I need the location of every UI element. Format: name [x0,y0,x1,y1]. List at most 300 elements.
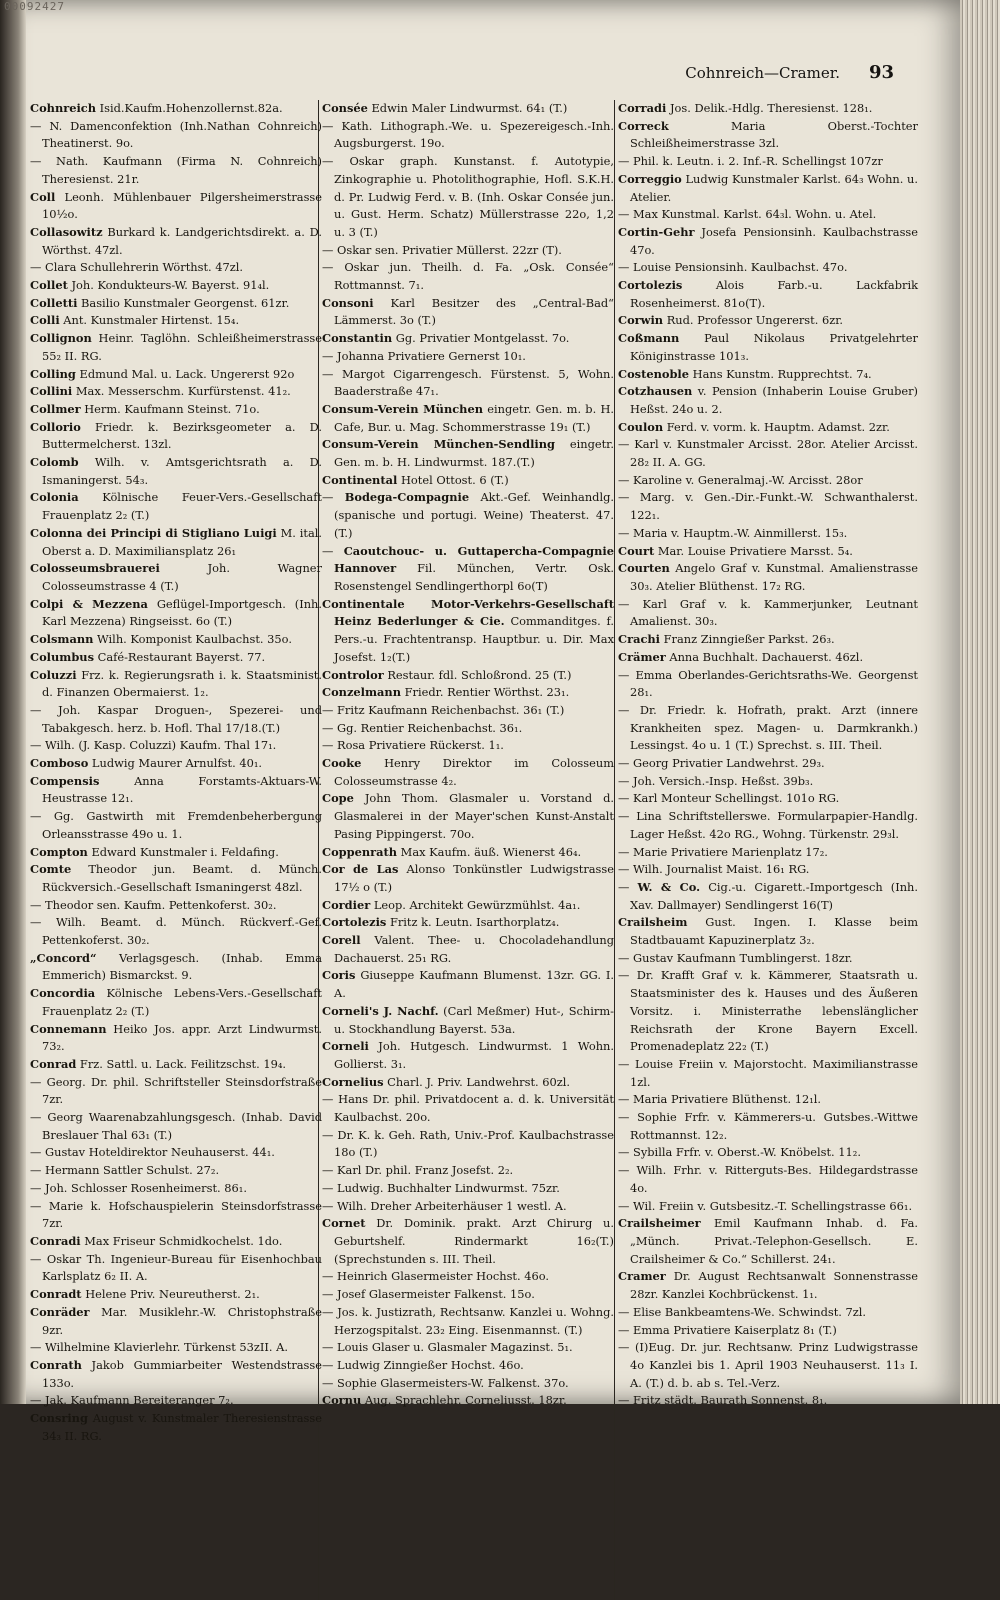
directory-entry [30,1304,322,1339]
entry-name: Consée [322,101,368,115]
directory-entry [618,383,918,418]
entry-text: Jakob Gummiarbeiter Westendstrasse 133o. [42,1357,322,1390]
entry-name: Collasowitz [30,224,103,239]
entry-name: Continental [322,472,398,487]
entry-text: Edward Kunstmaler i. Feldafing. [91,844,279,859]
directory-entry: — Maria v. Hauptm.-W. Ainmillerst. 15₃. [618,525,848,540]
directory-entry [30,844,322,862]
directory-entry [30,631,322,649]
entry-name: Colli [30,313,60,328]
directory-entry [30,525,322,560]
entry-text: Dr. K. k. Geh. Rath, Univ.-Prof. Kaulbachstrasse 18o (T.) [334,1127,615,1160]
directory-entry [30,861,322,896]
entry-name: Collet [30,278,68,293]
entry-name: Court [618,543,655,558]
directory-entry: — Karl Graf v. k. Kammerjunker, Leutnant Amalienst. 30₃. [618,596,918,629]
directory-entry: — Jak. Kaufmann Bereiteranger 7₂. [30,1393,234,1408]
directory-entry [618,914,918,949]
entry-text: Ludwig Zinngießer Hochst. 46o. [337,1357,524,1372]
directory-entry [618,330,918,365]
directory-entry: — Wilh. Beamt. d. Münch. Rückverf.-Gef. Pettenkoferst. 30₂. [30,915,322,948]
entry-text: Joh. Hutgesch. Lindwurmst. 1 Wohn. Gollierst. 3₁. [334,1039,615,1071]
directory-entry [322,295,614,330]
directory-entry [322,1038,614,1073]
entry-text: Verlagsgesch. (Inhab. Emma Emmerich) Bismarckst. 9. [42,950,322,983]
entry-text: Hotel Ottost. 6 (T.) [400,472,509,487]
directory-entry [618,543,918,561]
entry-text: Fil. München, Vertr. Osk. Rosenstengel Sendlingerthorpl 6o(T) [334,561,614,593]
directory-entry [30,277,322,295]
directory-entry: — Lina Schriftstellerswe. Formularpapier-Handlg. Lager Heßst. 42o RG., Wohng. Türkenstr. 29₃l. [618,809,918,841]
entry-text: Max Kunstmal. Karlst. 64₃l. Wohn. u. Atel. [633,207,877,222]
entry-text: Paul Nikolaus Privatgelehrter Königinstrasse 101₃. [630,331,918,363]
entry-name: Corradi [618,101,667,115]
directory-entry [618,171,918,206]
directory-entry: — Gustav Kaufmann Tumblingerst. 18zr. [618,950,853,965]
entry-name: Caoutchouc- u. Guttapercha-Compagnie Hannover [334,543,615,576]
directory-entry: — Wilh. Frhr. v. Ritterguts-Bes. Hildegardstrasse 4o. [618,1163,918,1195]
entry-text: Hans Kunstm. Rupprechtst. 7₄. [692,366,872,381]
directory-entry [618,419,918,437]
directory-entry [618,312,918,330]
directory-entry: — Marg. v. Gen.-Dir.-Funkt.-W. Schwanthalerst. 122₁. [618,490,918,523]
entry-text: Cig.-u. Cigarett.-Importgesch (Inh. Xav. Dallmayer) Sendlingerst 16(T) [630,879,919,912]
directory-entry: — Karl v. Kunstmaler Arcisst. 28or. Atelier Arcisst. 28₂ II. A. GG. [618,437,918,470]
entry-text: Frz. k. Regierungsrath i. k. Staatsminist. d. Finanzen Obermaierst. 1₂. [42,667,322,700]
directory-entry [30,312,322,330]
entry-text: Heinr. Taglöhn. Schleißheimerstrasse 55₂ II. RG. [42,331,323,363]
entry-text: Heinrich Glasermeister Hochst. 46o. [337,1269,550,1284]
entry-text: Lina Schriftstellerswe. Formularpapier-Handlg. Lager Heßst. 42o RG., Wohng. Türkenstr. 29₃l. [630,809,918,841]
entry-text: Ludwig. Buchhalter Lindwurmst. 75zr. [337,1180,560,1195]
entry-text: Wil. Freiin v. Gutsbesitz.-T. Schellingstrasse 66₁. [633,1198,913,1213]
directory-entry [322,755,614,790]
directory-entry [322,100,614,118]
column-1 [30,100,323,1443]
directory-entry: — Wilh. Journalist Maist. 16₁ RG. [618,862,810,877]
entry-text: Valent. Thee- u. Chocoladehandlung Dachauerst. 25₁ RG. [334,933,615,965]
directory-entry: — Fritz Kaufmann Reichenbachst. 36₁ (T.) [322,702,565,717]
entry-text: Friedr. Rentier Wörthst. 23₁. [404,685,570,700]
entry-name: Coris [322,968,356,983]
entry-name: Conräder [30,1304,90,1319]
entry-text: (Carl Meßmer) Hut-, Schirm- u. Stockhandlung Bayerst. 53a. [334,1003,614,1036]
directory-entry: — Joh. Versich.-Insp. Heßst. 39b₃. [618,773,814,788]
entry-text: Burkard k. Landgerichtsdirekt. a. D. Wörthst. 47zl. [42,224,323,257]
entry-text: Leonh. Mühlenbauer Pilgersheimerstrasse 10½o. [42,189,323,222]
entry-name: Controlor [322,667,384,682]
directory-entry: — Wilh. Dreher Arbeiterhäuser 1 westl. A. [322,1198,567,1213]
entry-text: Georg Privatier Landwehrst. 29₃. [633,756,825,771]
entry-text: Gg. Gastwirth mit Fremdenbeherbergung Orleansstrasse 49o u. 1. [42,809,322,841]
entry-name: Coulon [618,419,664,434]
entry-name: Colling [30,366,76,381]
directory-entry: — Caoutchouc- u. Guttapercha-Compagnie Hannover Fil. München, Vertr. Osk. Rosenstengel Sendlingerthorpl 6o(T) [322,543,615,593]
entry-name: Columbus [30,649,94,664]
directory-entry: — Louise Pensionsinh. Kaulbachst. 47o. [618,260,848,275]
entry-text: Fritz k. Leutn. Isarthorplatz₄. [389,915,560,930]
directory-entry [30,649,322,667]
directory-entry [30,560,322,595]
directory-entry [618,649,918,667]
entry-text: Maria v. Hauptm.-W. Ainmillerst. 15₃. [633,525,848,540]
entry-name: Colletti [30,295,78,310]
entry-text: Heiko Jos. appr. Arzt Lindwurmst. 73₂. [42,1021,322,1054]
entry-text: Nath. Kaufmann (Firma N. Cohnreich) Theresienst. 21r. [42,154,323,186]
directory-entry: — Wil. Freiin v. Gutsbesitz.-T. Schellingstrasse 66₁. [618,1198,913,1213]
directory-entry: — Georg. Dr. phil. Schriftsteller Steinsdorfstraße 7zr. [30,1074,323,1107]
directory-entry: — Emma Privatiere Kaiserplatz 8₁ (T.) [618,1322,837,1337]
column-3 [618,100,919,1408]
entry-text: eingetr. Gen. m. b. H. Lindwurmst. 187.(T.) [334,437,614,470]
entry-name: W. & Co. [637,879,701,894]
entry-text: John Thom. Glasmaler u. Vorstand d. Glasmalerei in der Mayer'schen Kunst-Anstalt Pasing Pippingerst. 70o. [334,791,615,841]
entry-text: Basilio Kunstmaler Georgenst. 61zr. [81,295,290,310]
entry-text: Geflügel-Importgesch. (Inh. Karl Mezzena) Ringseisst. 6o (T.) [42,596,323,629]
entry-name: Colsmann [30,632,94,647]
entry-text: Restaur. fdl. Schloßrond. 25 (T.) [387,667,572,682]
directory-entry [30,985,322,1020]
directory-entry: — Gg. Rentier Reichenbachst. 36₁. [322,720,523,735]
entry-text: Sophie Glasermeisters-W. Falkenst. 37o. [337,1375,569,1390]
entry-text: Joh. Kaspar Droguen-, Spezerei- und Tabakgesch. herz. b. Hofl. Thal 17/18.(T.) [42,702,322,735]
directory-entry: — Margot Cigarrengesch. Fürstenst. 5, Wohn. Baaderstraße 47₁. [322,366,614,399]
entry-text: Joh. Versich.-Insp. Heßst. 39b₃. [633,773,814,788]
entry-text: Theodor sen. Kaufm. Pettenkoferst. 30₂. [45,897,277,912]
entry-text: Wilh. Beamt. d. Münch. Rückverf.-Gef. Pettenkoferst. 30₂. [42,915,322,948]
directory-entry [30,1286,322,1304]
directory-entry [322,436,614,471]
entry-text: Herm. Kaufmann Steinst. 71o. [84,401,260,416]
entry-name: Crämer [618,649,666,664]
directory-entry: — Wilhelmine Klavierlehr. Türkenst 53zII. A. [30,1340,289,1355]
directory-entry [322,861,614,896]
entry-text: Gg. Rentier Reichenbachst. 36₁. [337,720,523,735]
entry-name: Cohnreich [30,101,97,115]
book-gutter [0,0,26,1404]
entry-text: Joh. Wagner Colosseumstrasse 4 (T.) [42,561,322,593]
entry-text: Franz Zinngießer Parkst. 26₃. [663,632,835,647]
entry-text: Georg. Dr. phil. Schriftsteller Steinsdorfstraße 7zr. [42,1074,323,1107]
entry-text: Henry Direktor im Colosseum Colosseumstrasse 4₂. [334,756,614,788]
entry-text: Gust. Ingen. I. Klasse beim Stadtbauamt Kapuzinerplatz 3₂. [630,915,918,948]
directory-entry [322,684,614,702]
entry-text: Ferd. v. vorm. k. Hauptm. Adamst. 2zr. [666,419,890,434]
entry-name: Corwin [618,313,664,328]
entry-name: Cordier [322,897,371,912]
directory-entry [618,224,918,259]
directory-entry: — Hans Dr. phil. Privatdocent a. d. k. Universität Kaulbachst. 20o. [322,1092,614,1125]
entry-name: Bodega-Compagnie [344,490,470,505]
directory-entry [322,790,614,843]
entry-name: Colomb [30,455,79,470]
entry-text: Leop. Architekt Gewürzmühlst. 4a₁. [373,897,581,912]
directory-entry [30,224,322,259]
entry-text: Wilh. (J. Kasp. Coluzzi) Kaufm. Thal 17₁. [45,738,277,753]
directory-entry: — Sophie Glasermeisters-W. Falkenst. 37o. [322,1375,569,1390]
entry-name: Compton [30,844,88,859]
entry-text: Akt.-Gef. Weinhandlg. (spanische und portugi. Weine) Theaterst. 47.(T.) [334,490,615,540]
directory-entry: — Johanna Privatiere Gernerst 10₁. [322,348,526,363]
directory-entry [30,366,322,384]
scan-id: 00092427 [4,0,65,13]
entry-text: Wilhelmine Klavierlehr. Türkenst 53zII. A. [45,1340,289,1355]
directory-entry: — Hermann Sattler Schulst. 27₂. [30,1163,220,1178]
entry-text: Elise Bankbeamtens-We. Schwindst. 7zl. [633,1304,867,1319]
directory-entry: — W. & Co. Cig.-u. Cigarett.-Importgesch (Inh. Xav. Dallmayer) Sendlingerst 16(T) [618,879,919,912]
entry-name: Cornelius [322,1074,384,1089]
directory-entry: — Oskar sen. Privatier Müllerst. 22zr (T). [322,242,562,257]
directory-entry: — Josef Glasermeister Falkenst. 15o. [322,1287,535,1302]
directory-entry: — Joh. Kaspar Droguen-, Spezerei- und Tabakgesch. herz. b. Hofl. Thal 17/18.(T.) [30,702,322,735]
entry-name: Cortolezis [618,278,683,293]
entry-name: Consoni [322,295,374,310]
directory-entry: — Kath. Lithograph.-We. u. Spezereigesch.-Inh. Augsburgerst. 19o. [322,118,614,151]
directory-entry [30,1410,322,1445]
directory-entry [30,773,322,808]
entry-text: Josef Glasermeister Falkenst. 15o. [337,1287,535,1302]
entry-name: Conrath [30,1357,82,1372]
entry-text: Joh. Schlosser Rosenheimerst. 86₁. [45,1180,247,1195]
entry-text: Mar. Musiklehr.-W. Christophstraße 9zr. [42,1304,322,1337]
entry-name: Correggio [618,171,682,186]
entry-text: Jos. k. Justizrath, Rechtsanw. Kanzlei u. Wohng. Herzogspitalst. 23₂ Eing. Eisenmannst. (T.) [334,1304,614,1337]
entry-text: Helene Priv. Neureutherst. 2₁. [85,1287,260,1302]
entry-name: Consring [30,1411,88,1426]
directory-entry: — Gg. Gastwirth mit Fremdenbeherbergung Orleansstrasse 49o u. 1. [30,809,322,841]
directory-entry: — (I)Eug. Dr. jur. Rechtsanw. Prinz Ludwigstrasse 4o Kanzlei bis 1. April 1903 Neuhauserst. 11₃ I. A. (T.) d. b. ab s. Tel.-Verz. [618,1340,918,1390]
entry-text: Sybilla Frfr. v. Oberst.-W. Knöbelst. 11₂. [633,1145,861,1160]
entry-name: Crailsheim [618,915,688,930]
entry-text: Maria Privatiere Blüthenst. 12₁l. [633,1092,822,1107]
entry-name: Coluzzi [30,667,77,682]
entry-text: Friedr. k. Bezirksgeometer a. D. Buttermelcherst. 13zl. [42,419,323,452]
entry-name: Corell [322,933,361,948]
entry-text: Margot Cigarrengesch. Fürstenst. 5, Wohn. Baaderstraße 47₁. [334,366,614,399]
entry-text: Theodor jun. Beamt. d. Münch. Rückversich.-Gesellschaft Ismaningerst 48zl. [42,862,323,894]
entry-text: Gustav Kaufmann Tumblingerst. 18zr. [633,950,853,965]
entry-text: Ludwig Kunstmaler Karlst. 64₃ Wohn. u. Atelier. [630,171,918,204]
entry-name: Collini [30,384,73,399]
entry-name: Correck [618,118,669,133]
entry-text: Oskar sen. Privatier Müllerst. 22zr (T). [337,242,562,257]
entry-name: Cotzhausen [618,384,693,399]
directory-entry [30,489,322,524]
entry-text: Clara Schullehrerin Wörthst. 47zl. [45,260,244,275]
directory-entry: — Jos. k. Justizrath, Rechtsanw. Kanzlei u. Wohng. Herzogspitalst. 23₂ Eing. Eisenmannst. (T.) [322,1304,614,1337]
entry-text: Alois Farb.-u. Lackfabrik Rosenheimerst. 81o(T). [630,278,919,310]
entry-text: Jos. Delik.-Hdlg. Theresienst. 128₁. [669,101,873,115]
directory-entry: — Oskar Th. Ingenieur-Bureau für Eisenhochbau Karlsplatz 6₂ II. A. [30,1251,322,1284]
directory-entry: — Karoline v. Generalmaj.-W. Arcisst. 28or [618,472,863,487]
entry-text: v. Pension (Inhaberin Louise Gruber) Heßst. 24o u. 2. [630,384,919,416]
entry-name: Cope [322,791,354,806]
entry-text: Sophie Frfr. v. Kämmerers-u. Gutsbes.-Wittwe Rottmannst. 12₂. [630,1110,918,1142]
directory-entry: — Marie Privatiere Marienplatz 17₂. [618,844,828,859]
entry-name: Comte [30,862,72,877]
running-title: Cohnreich—Cramer. [685,64,840,82]
directory-entry [30,950,322,985]
directory-entry [618,366,918,384]
entry-name: Conrad [30,1056,77,1071]
directory-entry: — Karl Monteur Schellingst. 101o RG. [618,791,840,806]
directory-entry: — Louis Glaser u. Glasmaler Magazinst. 5₁. [322,1340,573,1355]
page-header [30,64,912,86]
directory-entry: — Fritz städt. Baurath Sonnenst. 8₁. [618,1393,828,1408]
directory-entry: — Maria Privatiere Blüthenst. 12₁l. [618,1092,822,1107]
entry-text: Ludwig Maurer Arnulfst. 40₁. [91,756,263,771]
entry-text: Karl Dr. phil. Franz Josefst. 2₂. [337,1163,514,1178]
directory-entry [30,1021,322,1056]
directory-entry: — Oskar graph. Kunstanst. f. Autotypie, Zinkographie u. Photolithographie, Hofl. S.K.H. d. Pr. Ludwig Ferd. v. B. (Inh. Oskar Consée jun. u. Gust. Herm. Schatz) Müllerstrasse 22o, 1,2 u. 3 (T.) [322,154,615,239]
entry-name: Colosseumsbrauerei [30,561,160,576]
entry-text: Wilh. Frhr. v. Ritterguts-Bes. Hildegardstrasse 4o. [630,1163,918,1195]
entry-text: Wilh. Komponist Kaulbachst. 35o. [97,632,292,647]
entry-text: Phil. k. Leutn. i. 2. Inf.-R. Schellingst 107zr [633,154,883,169]
entry-text: Marie k. Hofschauspielerin Steinsdorfstrasse 7zr. [42,1198,322,1231]
directory-entry: — Marie k. Hofschauspielerin Steinsdorfstrasse 7zr. [30,1198,322,1231]
directory-entry [322,1074,614,1092]
entry-text: Rud. Professor Ungererst. 6zr. [666,313,844,328]
directory-entry: — Sophie Frfr. v. Kämmerers-u. Gutsbes.-Wittwe Rottmannst. 12₂. [618,1110,918,1142]
entry-name: Concordia [30,986,96,1001]
entry-text: Dr. Krafft Graf v. k. Kämmerer, Staatsrath u. Staatsminister des k. Hauses und des Äußeren Vorsitz. i. Ministerrathe lebenslänglicher Reichsrath der Krone Bayern Excell. Promenadeplatz 22₂ (T.) [630,968,918,1054]
directory-entry: — Louise Freiin v. Majorstocht. Maximilianstrasse 1zl. [618,1056,918,1089]
directory-entry [618,631,918,649]
entry-name: Cooke [322,756,362,771]
entry-text: Max Friseur Schmidkochelst. 1do. [84,1234,283,1248]
entry-text: Fritz städt. Baurath Sonnenst. 8₁. [633,1393,828,1408]
entry-text: Oskar graph. Kunstanst. f. Autotypie, Zinkographie u. Photolithographie, Hofl. S.K.H. d. Pr. Ludwig Ferd. v. B. (Inh. Oskar Consée jun. u. Gust. Herm. Schatz) Müllerstrasse 22o, 1,2 u. 3 (T.) [334,154,615,239]
entry-text: Edmund Mal. u. Lack. Ungererst 92o [79,366,295,381]
entry-name: Colonna dei Principi di Stigliano Luigi [30,525,277,540]
entry-name: Conzelmann [322,685,401,700]
entry-text: Kath. Lithograph.-We. u. Spezereigesch.-Inh. Augsburgerst. 19o. [334,118,614,151]
entry-name: „Concord“ [30,950,97,965]
entry-text: Louise Freiin v. Majorstocht. Maximilianstrasse 1zl. [630,1056,918,1089]
entry-text: Oskar jun. Theilh. d. Fa. „Osk. Consée“ Rottmannst. 7₁. [334,260,614,293]
directory-entry: — Dr. K. k. Geh. Rath, Univ.-Prof. Kaulbachstrasse 18o (T.) [322,1127,615,1160]
directory-entry [618,100,918,118]
entry-text: Giuseppe Kaufmann Blumenst. 13zr. GG. I. A. [334,968,615,1001]
entry-text: Anna Buchhalt. Dachauerst. 46zl. [669,649,864,664]
entry-name: Colonia [30,490,79,505]
entry-text: eingetr. Gen. m. b. H. Cafe, Bur. u. Mag. Schommerstrasse 19₁ (T.) [334,401,615,434]
entry-text: Emma Privatiere Kaiserplatz 8₁ (T.) [633,1322,837,1337]
entry-text: Kölnische Feuer-Vers.-Gesellschaft Frauenplatz 2₂ (T.) [42,490,322,523]
directory-entry: — Ludwig Zinngießer Hochst. 46o. [322,1357,524,1372]
directory-entry: — Clara Schullehrerin Wörthst. 47zl. [30,260,244,275]
entry-text: Josefa Pensionsinh. Kaulbachstrasse 47o. [630,224,919,257]
entry-text: Ant. Kunstmaler Hirtenst. 15₄. [63,313,240,328]
directory-entry [30,454,322,489]
entry-name: Consum-Verein München-Sendling [322,437,555,452]
column-2 [322,100,615,1408]
entry-text: Emil Kaufmann Inhab. d. Fa. „Münch. Privat.-Telephon-Gesellsch. E. Crailsheimer & Co.“ Schillerst. 24₁. [630,1216,918,1266]
entry-text: Wilh. v. Amtsgerichtsrath a. D. Ismaningerst. 54₃. [42,455,322,487]
entry-text: Georg Waarenabzahlungsgesch. (Inhab. David Breslauer Thal 63₁ (T.) [42,1110,322,1142]
entry-name: Cornu [322,1393,362,1408]
entry-text: Louis Glaser u. Glasmaler Magazinst. 5₁. [337,1340,573,1355]
directory-entry [30,1056,322,1074]
entry-text: Marie Privatiere Marienplatz 17₂. [633,844,828,859]
entry-text: Dr. Dominik. prakt. Arzt Chirurg u. Geburtshelf. Rindermarkt 16₂(T.)(Sprechstunden s. III. Theil. [334,1216,614,1266]
directory-entry [30,330,322,365]
entry-text: Angelo Graf v. Kunstmal. Amalienstrasse 30₃. Atelier Blüthenst. 17₂ RG. [630,561,918,593]
directory-entry [618,1215,918,1268]
directory-entry: — Max Kunstmal. Karlst. 64₃l. Wohn. u. Atel. [618,207,877,222]
entry-text: Frz. Sattl. u. Lack. Feilitzschst. 19₄. [79,1056,287,1071]
entry-name: Crachi [618,632,660,647]
directory-entry [322,1392,614,1410]
column-rule [614,100,615,1600]
entry-text: Alonso Tonkünstler Ludwigstrasse 17½ o (T.) [334,862,614,894]
directory-entry [30,100,322,118]
directory-entry: — N. Damenconfektion (Inh.Nathan Cohnreich) Theatinerst. 9o. [30,118,323,151]
directory-entry: — Ludwig. Buchhalter Lindwurmst. 75zr. [322,1180,560,1195]
directory-entry: — Gustav Hoteldirektor Neuhauserst. 44₁. [30,1145,275,1160]
directory-entry [322,401,614,436]
entry-name: Collignon [30,331,92,346]
entry-text: Karl Besitzer des „Central-Bad“ Lämmerst. 3o (T.) [334,295,614,328]
directory-entry [618,118,918,153]
directory-entry [30,667,322,702]
directory-entry: — Rosa Privatiere Rückerst. 1₁. [322,738,504,753]
directory-entry [30,1233,322,1251]
entry-text: M. ital. Oberst a. D. Maximiliansplatz 26₁ [42,525,322,558]
entry-text: August v. Kunstmaler Theresienstrasse 34₃ II. RG. [42,1411,322,1443]
directory-entry: — Heinrich Glasermeister Hochst. 46o. [322,1269,550,1284]
entry-text: Louise Pensionsinh. Kaulbachst. 47o. [633,260,848,275]
directory-entry [30,401,322,419]
directory-entry: — Sybilla Frfr. v. Oberst.-W. Knöbelst. 11₂. [618,1145,861,1160]
page-number: 93 [868,62,894,83]
entry-name: Courten [618,561,670,576]
directory-entry: — Dr. Krafft Graf v. k. Kämmerer, Staatsrath u. Staatsminister des k. Hauses und des Äußeren Vorsitz. i. Ministerrathe lebenslänglicher Reichsrath der Krone Bayern Excell. Promenadeplatz 22₂ (T.) [618,968,918,1054]
entry-text: Emma Oberlandes-Gerichtsraths-We. Georgenst 28₁. [630,667,918,700]
directory-entry [618,560,918,595]
directory-entry: — Joh. Schlosser Rosenheimerst. 86₁. [30,1180,247,1195]
entry-text: Karl Graf v. k. Kammerjunker, Leutnant Amalienst. 30₃. [630,596,918,629]
entry-text: Rosa Privatiere Rückerst. 1₁. [337,738,504,753]
entry-name: Cor de Las [322,862,399,877]
directory-entry [30,755,322,773]
entry-text: Café-Restaurant Bayerst. 77. [97,649,266,664]
entry-name: Costenoble [618,366,690,381]
directory-entry [322,330,614,348]
entry-text: Edwin Maler Lindwurmst. 64₁ (T.) [371,101,568,115]
entry-name: Cramer [618,1269,666,1284]
entry-name: Conradi [30,1234,81,1248]
entry-name: Collmer [30,401,81,416]
entry-name: Corneli's J. Nachf. [322,1003,439,1018]
directory-entry: — Phil. k. Leutn. i. 2. Inf.-R. Schellingst 107zr [618,154,883,169]
entry-text: Gustav Hoteldirektor Neuhauserst. 44₁. [45,1145,275,1160]
entry-text: Karl v. Kunstmaler Arcisst. 28or. Atelier Arcisst. 28₂ II. A. GG. [630,437,918,470]
entry-text: Maria Oberst.-Tochter Schleißheimerstrasse 3zl. [630,118,918,151]
directory-entry [618,1268,918,1303]
directory-entry [322,914,614,932]
entry-name: Cortolezis [322,915,387,930]
entry-text: Hans Dr. phil. Privatdocent a. d. k. Universität Kaulbachst. 20o. [334,1092,614,1125]
entry-text: Isid.Kaufm.Hohenzollernst.82a. [99,101,283,115]
entry-name: Coppenrath [322,844,398,859]
entry-name: Consum-Verein München [322,401,483,416]
directory-entry: — Georg Privatier Landwehrst. 29₃. [618,756,825,771]
directory-entry: — Wilh. (J. Kasp. Coluzzi) Kaufm. Thal 17₁. [30,738,277,753]
directory-entry [322,967,614,1002]
directory-entry: — Emma Oberlandes-Gerichtsraths-We. Georgenst 28₁. [618,667,918,700]
